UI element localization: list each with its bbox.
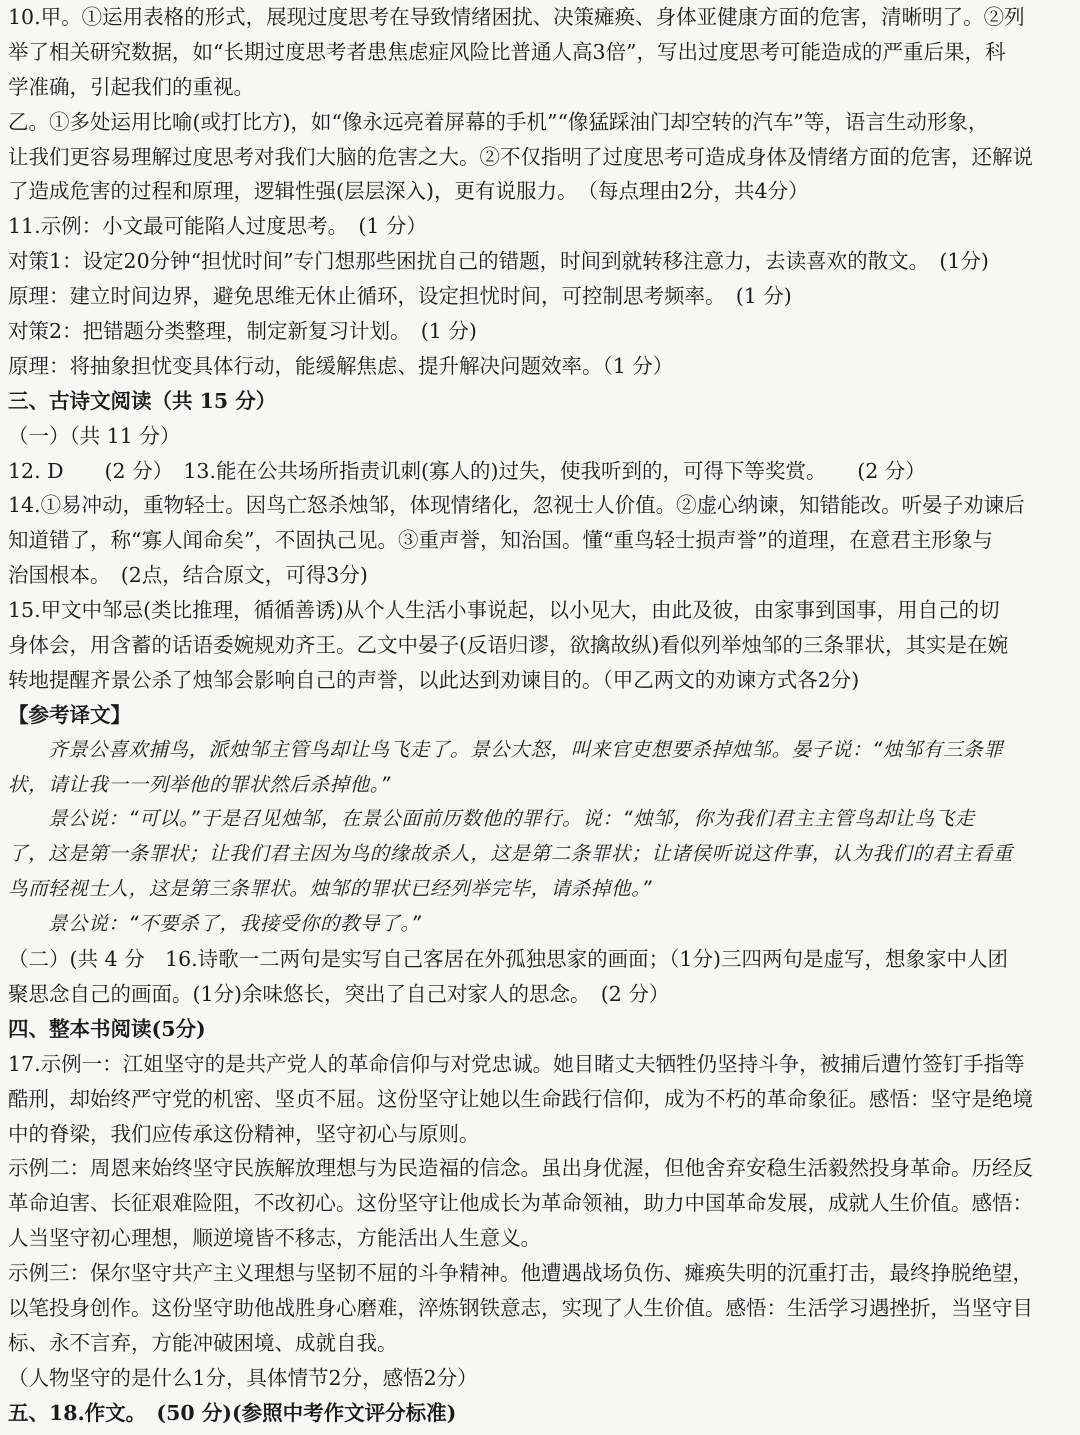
text-line: 转地提醒齐景公杀了烛邹会影响自己的声誉，以此达到劝谏目的。（甲乙两文的劝谏方式各2分) (8, 667, 860, 692)
text-line: 举了相关研究数据，如“长期过度思考者患焦虑症风险比普通人高3倍”，写出过度思考可能造成的严重后果，科 (8, 39, 1006, 64)
translation-line: 了，这是第一条罪状；让我们君主因为鸟的缘故杀人，这是第二条罪状；让诸侯听说这件事，认为我们的君主看重 (8, 842, 1014, 866)
text-line: 革命迫害、长征艰难险阻，不改初心。这份坚守让他成长为革命领袖，助力中国革命发展，成就人生价值。感悟： (8, 1191, 1033, 1216)
text-line: 中的脊梁，我们应传承这份精神，坚守初心与原则。 (8, 1121, 480, 1146)
text-line: 示例三：保尔坚守共产主义理想与坚韧不屈的斗争精神。他遭遇战场负伤、瘫痪失明的沉重打击，最终挣脱绝望， (8, 1261, 1033, 1286)
text-line: 15.甲文中邹忌(类比推理，循循善诱)从个人生活小事说起，以小见大，由此及彼，由家事到国事，用自己的切 (8, 598, 1000, 623)
text-line: （一）（共 11 分） (8, 423, 181, 448)
translation-line: 鸟而轻视士人，这是第三条罪状。烛邹的罪状已经列举完毕，请杀掉他。” (8, 877, 653, 901)
text-line: 原理：建立时间边界，避免思维无休止循环，设定担忧时间，可控制思考频率。 (1 分) (8, 284, 792, 309)
text-line: 示例二：周恩来始终坚守民族解放理想与为民造福的信念。虽出身优渥，但他舍弃安稳生活毅然投身革命。历经反 (8, 1156, 1033, 1181)
translation-line: 景公说：“不要杀了，我接受你的教导了。” (48, 912, 422, 936)
translation-line: 齐景公喜欢捕鸟，派烛邹主管鸟却让鸟飞走了。景公大怒，叫来官吏想要杀掉烛邹。晏子说：“烛邹有三条罪 (48, 737, 1004, 761)
section-heading: 四、整本书阅读(5分) (8, 1016, 206, 1041)
text-line: 人当坚守初心理想，顺逆境皆不移志，方能活出人生意义。 (8, 1226, 541, 1251)
translation-line: 景公说：“可以。”于是召见烛邹，在景公面前历数他的罪行。说：“烛邹，你为我们君主主管鸟却让鸟飞走 (48, 807, 975, 831)
text-line: 酷刑，却始终严守党的机密、坚贞不屈。这份坚守让她以生命践行信仰，成为不朽的革命象征。感悟：坚守是绝境 (8, 1086, 1033, 1111)
text-line: 让我们更容易理解过度思考对我们大脑的危害之大。②不仅指明了过度思考可造成身体及情绪方面的危害，还解说 (8, 144, 1033, 169)
text-line: 17.示例一：江姐坚守的是共产党人的革命信仰与对党忠诚。她目睹丈夫牺牲仍坚持斗争，被捕后遭竹签钉手指等 (8, 1051, 1025, 1076)
text-line: 治国根本。 (2点，结合原文，可得3分) (8, 563, 368, 588)
text-line: 对策2：把错题分类整理，制定新复习计划。 (1 分) (8, 319, 477, 344)
text-line: 原理：将抽象担忧变具体行动，能缓解焦虑、提升解决问题效率。（1 分） (8, 353, 674, 378)
section-heading: 三、古诗文阅读（共 15 分） (8, 388, 277, 413)
text-line: 11.示例：小文最可能陷人过度思考。 (1 分） (8, 214, 427, 239)
section-heading: 五、18.作文。 (50 分)(参照中考作文评分标准) (8, 1400, 457, 1425)
text-line: 14.①易冲动，重物轻士。因鸟亡怒杀烛邹，体现情绪化，忽视士人价值。②虚心纳谏，知错能改。听晏子劝谏后 (8, 493, 1025, 518)
text-line: （二）(共 4 分 16.诗歌一二两句是实写自己客居在外孤独思家的画面；（1分)三四两句是虚写，想象家中人团 (8, 947, 1008, 972)
text-line: 10.甲。①运用表格的形式，展现过度思考在导致情绪困扰、决策瘫痪、身体亚健康方面的危害，清晰明了。②列 (8, 5, 1025, 29)
text-line: 标、永不言弃，方能冲破困境、成就自我。 (8, 1330, 398, 1355)
text-line: 乙。①多处运用比喻(或打比方)，如“像永远亮着屏幕的手机”“像猛踩油门却空转的汽车”等，语言生动形象， (8, 109, 989, 134)
translation-heading: 【参考译文】 (8, 702, 131, 727)
text-line: 对策1：设定20分钟“担忧时间”专门想那些困扰自己的错题，时间到就转移注意力，去读喜欢的散文。 (1分) (8, 249, 989, 274)
text-line: （人物坚守的是什么1分，具体情节2分，感悟2分） (8, 1365, 478, 1390)
text-line: 12. D (2 分） 13.能在公共场所指责讥刺(寡人的)过失，使我听到的，可得下等奖赏。 (2 分） (8, 458, 926, 483)
text-line: 了造成危害的过程和原理，逻辑性强(层层深入)，更有说服力。 （每点理由2分，共4分） (8, 179, 809, 204)
text-line: 知道错了，称“寡人闻命矣”，不固执己见。③重声誉，知治国。懂“重鸟轻士损声誉”的道理，在意君主形象与 (8, 528, 993, 553)
text-line: 以笔投身创作。这份坚守助他战胜身心磨难，淬炼钢铁意志，实现了人生价值。感悟：生活学习遇挫折，当坚守目 (8, 1295, 1033, 1320)
text-line: 身体会，用含蓄的话语委婉规劝齐王。乙文中晏子(反语归谬，欲擒故纵)看似列举烛邹的三条罪状，其实是在婉 (8, 633, 1008, 658)
text-line: 聚思念自己的画面。(1分)余味悠长，突出了自己对家人的思念。 (2 分） (8, 981, 670, 1006)
text-line: 学准确，引起我们的重视。 (8, 74, 254, 99)
translation-line: 状，请让我一一列举他的罪状然后杀掉他。” (8, 772, 391, 796)
